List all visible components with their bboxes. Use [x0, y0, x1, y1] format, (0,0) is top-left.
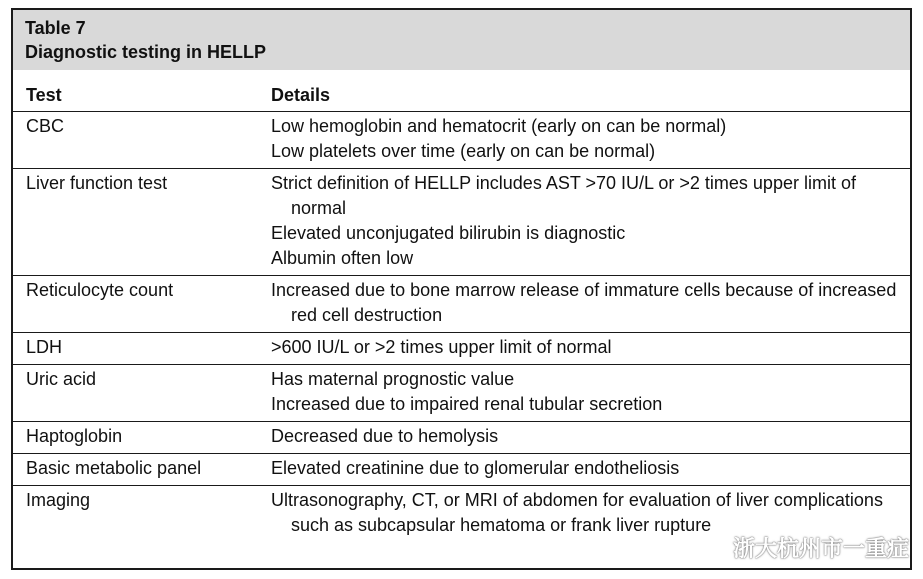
- detail-line: Elevated unconjugated bilirubin is diagnostic: [271, 223, 626, 243]
- table-frame: [11, 8, 912, 570]
- wechat-icon: [697, 535, 727, 561]
- test-details: [258, 276, 910, 333]
- test-name: Imaging: [26, 490, 91, 510]
- table-row: [13, 454, 910, 486]
- detail-line: >600 IU/L or >2 times upper limit of normal: [271, 337, 612, 357]
- detail-line: Has maternal prognostic value: [271, 369, 515, 389]
- test-name: Uric acid: [26, 369, 97, 389]
- detail-line: Albumin often low: [271, 248, 414, 268]
- diagnostic-table: [13, 83, 910, 542]
- test-name: Liver function test: [26, 173, 168, 193]
- test-name: CBC: [26, 116, 65, 136]
- detail-line: Elevated creatinine due to glomerular endotheliosis: [271, 458, 680, 478]
- detail-line: Low hemoglobin and hematocrit (early on can be normal): [271, 116, 727, 136]
- header-test: Test: [26, 85, 62, 105]
- header-details: Details: [271, 85, 331, 105]
- test-name: Basic metabolic panel: [26, 458, 202, 478]
- test-name: LDH: [26, 337, 63, 357]
- detail-line: Decreased due to hemolysis: [271, 426, 499, 446]
- detail-line: Strict definition of HELLP includes AST >70 IU/L or >2 times upper limit of normal: [271, 173, 856, 218]
- detail-line: Low platelets over time (early on can be normal): [271, 141, 656, 161]
- watermark: [697, 532, 909, 563]
- test-details: [258, 112, 910, 169]
- table-row: [13, 333, 910, 365]
- table-title: Diagnostic testing in HELLP: [25, 42, 267, 62]
- test-details: [258, 365, 910, 422]
- watermark-text: 浙大杭州市一重症: [732, 536, 909, 561]
- table-row: [13, 365, 910, 422]
- table-row: [13, 422, 910, 454]
- table-number: Table 7: [25, 18, 86, 38]
- detail-line: Ultrasonography, CT, or MRI of abdomen for evaluation of liver complications such as subcapsular hematoma or frank liver rupture: [271, 490, 883, 535]
- detail-line: Increased due to impaired renal tubular secretion: [271, 394, 663, 414]
- test-details: [258, 422, 910, 454]
- test-details: [258, 169, 910, 276]
- test-name: Reticulocyte count: [26, 280, 174, 300]
- detail-line: Increased due to bone marrow release of immature cells because of increased red cell destruction: [271, 280, 897, 325]
- test-details: [258, 333, 910, 365]
- table-caption: [13, 10, 910, 70]
- table-row: [13, 169, 910, 276]
- test-details: [258, 454, 910, 486]
- test-name: Haptoglobin: [26, 426, 123, 446]
- header-row: [13, 83, 910, 112]
- table-row: [13, 112, 910, 169]
- table-row: [13, 276, 910, 333]
